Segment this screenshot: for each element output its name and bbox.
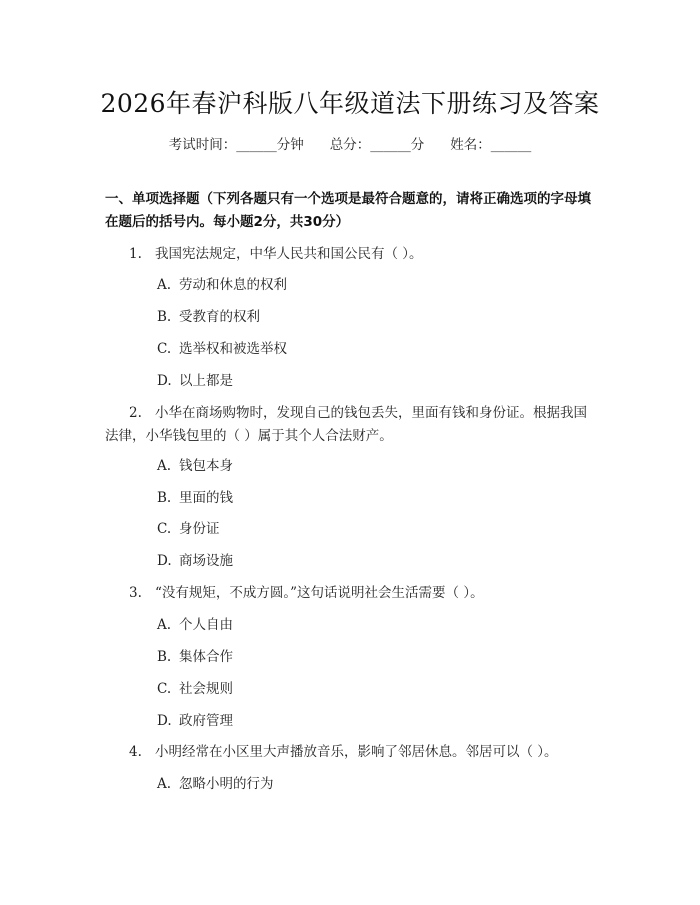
question-3-option-d [157, 710, 233, 732]
option-letter: D. [157, 373, 172, 389]
question-1-option-b [157, 306, 260, 328]
option-text: 受教育的权利 [179, 309, 260, 325]
option-letter: A. [157, 617, 172, 633]
question-text: 小明经常在小区里大声播放音乐，影响了邻居休息。邻居可以（ ）。 [155, 744, 558, 760]
option-letter: D. [157, 553, 172, 569]
question-2-option-a [157, 455, 233, 477]
name-field: 姓名：______ [450, 137, 532, 153]
question-number: 2. [129, 405, 142, 421]
option-text: 社会规则 [179, 681, 233, 697]
exam-time-field: 考试时间：______分钟 [168, 137, 304, 153]
question-text: “没有规矩，不成方圆。”这句话说明社会生活需要（ ）。 [155, 585, 484, 601]
option-text: 个人自由 [179, 617, 233, 633]
option-text: 以上都是 [179, 373, 233, 389]
question-text: 小华在商场购物时，发现自己的钱包丢失，里面有钱和身份证。根据我国 [155, 405, 587, 421]
option-text: 忽略小明的行为 [179, 776, 274, 792]
option-letter: B. [157, 649, 172, 665]
option-text: 集体合作 [179, 649, 233, 665]
page-title: 2026年春沪科版八年级道法下册练习及答案 [100, 89, 600, 118]
option-letter: A. [157, 277, 172, 293]
question-1-stem [105, 243, 605, 265]
section-heading: 一、单项选择题（下列各题只有一个选项是最符合题意的，请将正确选项的字母填在题后的括号内。每小题2分，共30分） [105, 191, 591, 230]
option-text: 劳动和休息的权利 [179, 277, 287, 293]
option-letter: A. [157, 458, 172, 474]
question-1-option-c [157, 338, 287, 360]
question-3-stem [105, 582, 605, 604]
question-text: 法律，小华钱包里的（ ）属于其个人合法财产。 [105, 428, 393, 444]
question-3-option-a [157, 614, 233, 636]
question-1-option-a [157, 274, 287, 296]
option-letter: C. [157, 521, 172, 537]
option-letter: B. [157, 309, 172, 325]
option-text: 选举权和被选举权 [179, 341, 287, 357]
option-letter: C. [157, 681, 172, 697]
question-3-option-b [157, 646, 233, 668]
question-text: 我国宪法规定，中华人民共和国公民有（ ）。 [155, 246, 423, 262]
question-2-option-b [157, 487, 233, 509]
exam-info-line [0, 133, 700, 153]
option-letter: B. [157, 490, 172, 506]
question-2-option-c [157, 518, 220, 540]
question-1-option-d [157, 370, 233, 392]
option-text: 里面的钱 [179, 490, 233, 506]
option-text: 钱包本身 [179, 458, 233, 474]
question-number: 3. [129, 585, 142, 601]
question-number: 4. [129, 744, 142, 760]
total-score-field: 总分：______分 [329, 137, 425, 153]
option-letter: A. [157, 776, 172, 792]
question-4-option-a [157, 773, 274, 795]
question-3-option-c [157, 678, 233, 700]
question-2-stem-continued [105, 425, 605, 447]
question-2-stem [105, 402, 605, 424]
question-2-option-d [157, 550, 233, 572]
question-4-stem [105, 741, 605, 763]
question-number: 1. [129, 246, 142, 262]
option-text: 政府管理 [179, 713, 233, 729]
option-letter: D. [157, 713, 172, 729]
option-text: 商场设施 [179, 553, 233, 569]
option-text: 身份证 [179, 521, 220, 537]
option-letter: C. [157, 341, 172, 357]
